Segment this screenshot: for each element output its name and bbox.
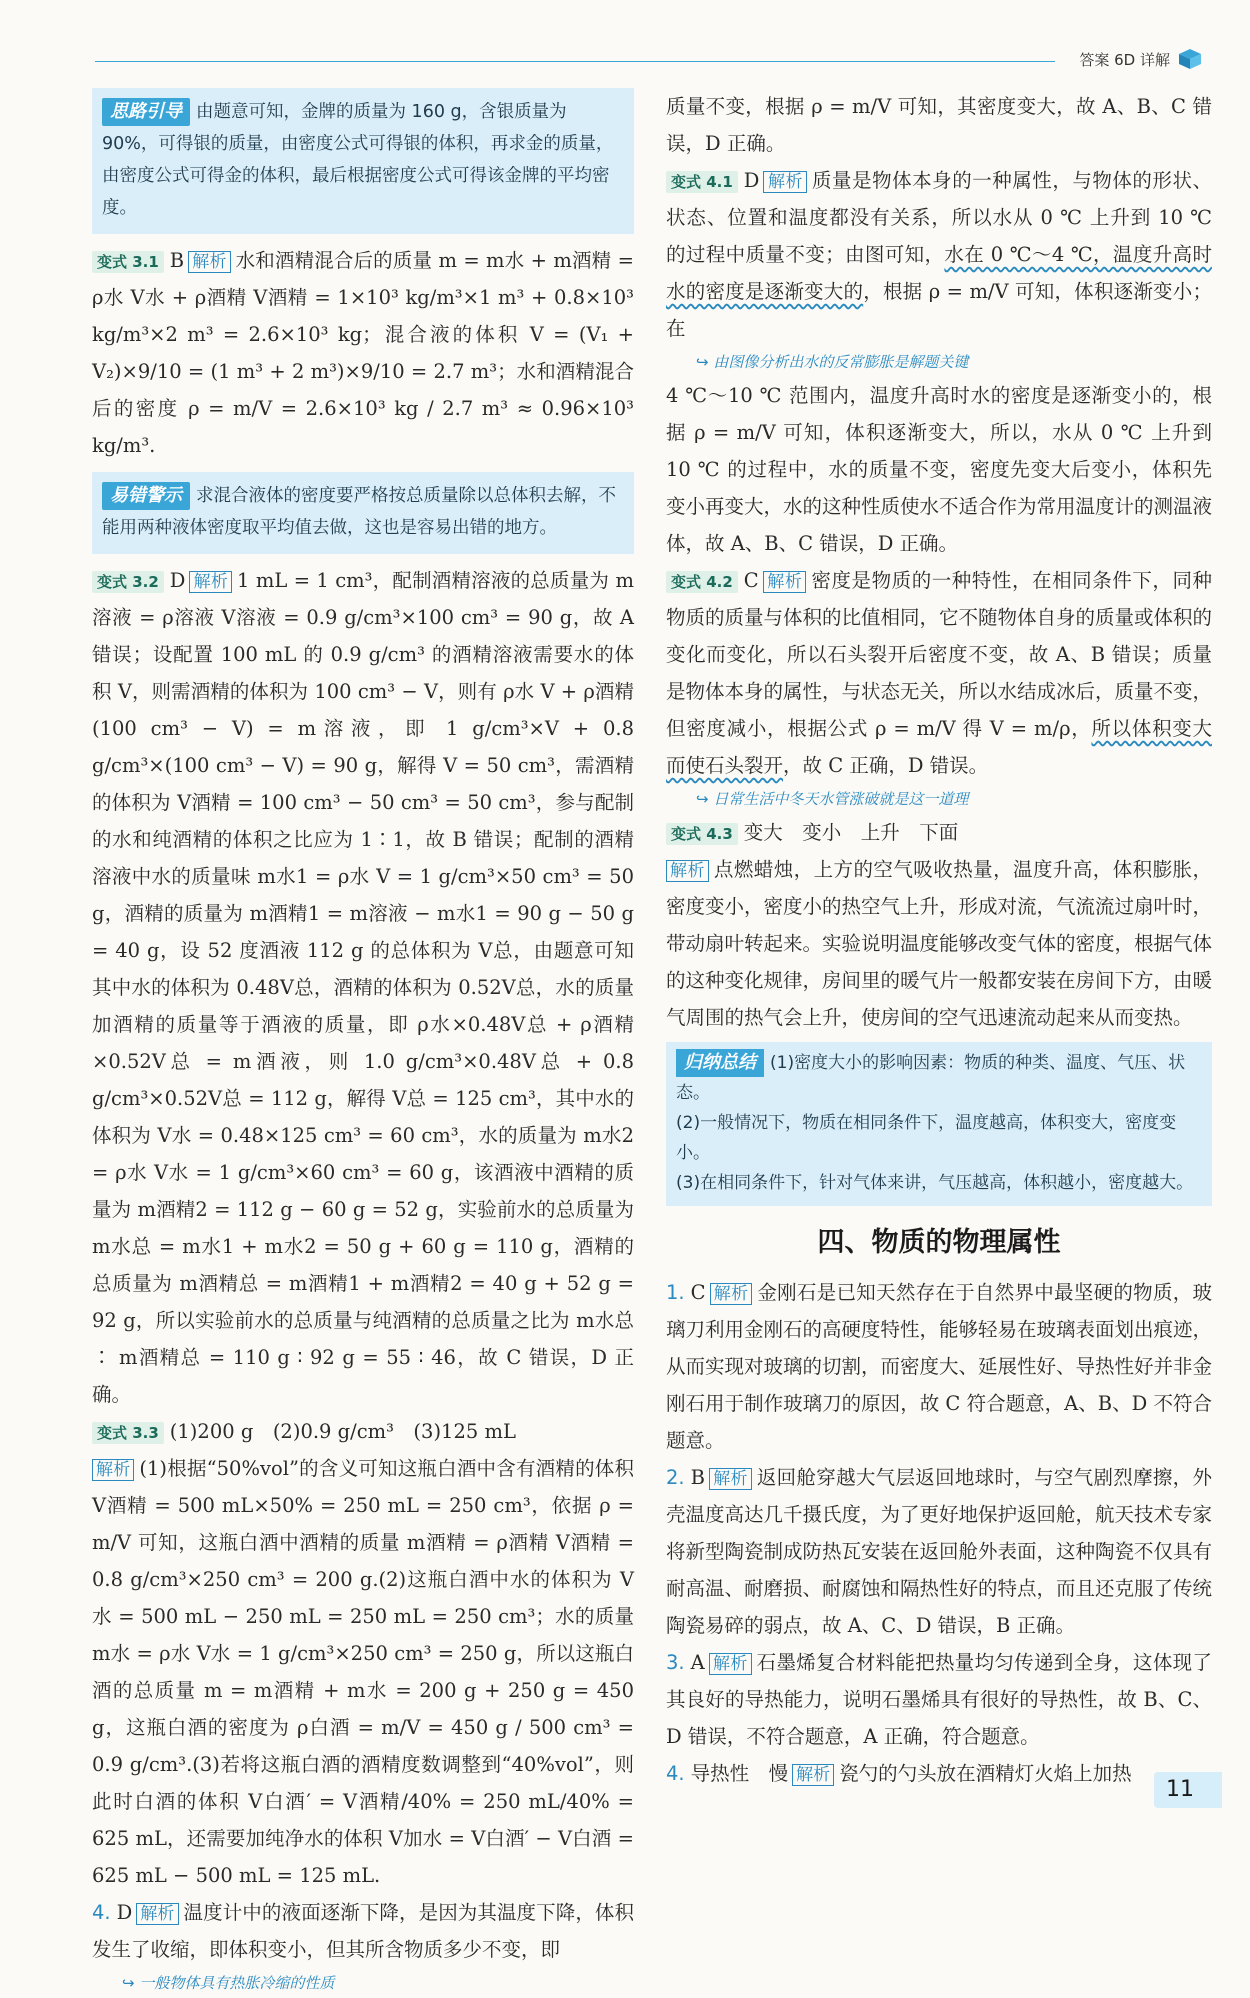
question-4 <box>92 1894 634 1968</box>
highlighted-text: 水在 0 ℃～4 ℃，温度升高时水的密度是逐渐变大的 <box>666 243 1212 303</box>
answer: 变大 变小 上升 下面 <box>743 821 959 844</box>
jiexi-tag: 解析 <box>188 251 230 273</box>
jiexi-tag: 解析 <box>792 1764 834 1786</box>
jiexi-tag: 解析 <box>710 1283 753 1305</box>
margin-note: ↪ 一般物体具有热胀冷缩的性质 <box>122 1974 335 1992</box>
explanation: 点燃蜡烛，上方的空气吸收热量，温度升高，体积膨胀，密度变小，密度小的热空气上升，形成对流，气流流过扇叶时，带动扇叶转起来。实验说明温度能够改变气体的密度，根据气体的这种变化规律，房间里的暖气片一般都安装在房间下方，由暖气周围的热气会上升，使房间的空气迅速流动起来从而变热。 <box>666 858 1213 1029</box>
margin-note: ↪ 日常生活中冬天水管涨破就是这一道理 <box>696 790 969 808</box>
jiexi-tag: 解析 <box>763 171 807 193</box>
answer: A <box>690 1651 705 1674</box>
variant-4-2 <box>666 562 1212 784</box>
question-3 <box>666 1644 1212 1755</box>
variant-label: 变式 4.1 <box>666 171 738 193</box>
jiexi-tag: 解析 <box>666 860 709 882</box>
jiexi-tag: 解析 <box>763 571 807 593</box>
question-4-continued: 质量不变，根据 ρ = m/V 可知，其密度变大，故 A、B、C 错误，D 正确。 <box>666 95 1212 155</box>
variant-3-1 <box>92 242 634 464</box>
explanation: 返回舱穿越大气层返回地球时，与空气剧烈摩擦，外壳温度高达几千摄氏度，为了更好地保护返回舱，航天技术专家将新型陶瓷制成防热瓦安装在返回舱外表面，这种陶瓷不仅具有耐高温、耐磨损、耐腐蚀和隔热性好的特点，而且还克服了传统陶瓷易碎的弱点，故 A、C、D 错误，B 正确。 <box>666 1466 1213 1637</box>
guina-item: (2)一般情况下，物质在相同条件下，温度越高，体积变大，密度变小。 <box>676 1113 1177 1163</box>
guina-item: (3)在相同条件下，针对气体来讲，气压越高，体积越小，密度越大。 <box>676 1173 1194 1193</box>
question-number: 2. <box>666 1466 685 1489</box>
page-header <box>1079 48 1202 70</box>
guina-box <box>666 1042 1212 1206</box>
variant-4-1 <box>666 162 1212 347</box>
jiexi-tag: 解析 <box>189 571 232 593</box>
answer: B <box>690 1466 705 1489</box>
jiexi-tag: 解析 <box>136 1903 178 1925</box>
book-logo-icon <box>1178 48 1202 70</box>
page-number: 11 <box>1154 1772 1222 1808</box>
left-column <box>92 88 634 1998</box>
question-number: 4. <box>92 1901 111 1924</box>
header-title: 答案 6D 详解 <box>1079 50 1170 69</box>
jiexi-tag: 解析 <box>92 1459 134 1481</box>
header-rule <box>95 61 1055 62</box>
silu-box <box>92 88 634 234</box>
note-text: 一般物体具有热胀冷缩的性质 <box>139 1974 335 1992</box>
variant-label: 变式 3.1 <box>92 251 164 273</box>
question-2 <box>666 1459 1212 1644</box>
silu-tag: 思路引导 <box>102 98 190 126</box>
answer: (1)200 g (2)0.9 g/cm³ (3)125 mL <box>169 1420 516 1443</box>
explanation: 1 mL = 1 cm³，配制酒精溶液的总质量为 m溶液 = ρ溶液 V溶液 = 0.9 g/cm³×100 cm³ = 90 g，故 A 错误；设配置 100 mL 的 0.9 g/cm³ 的酒精溶液需要水的体积 V，则需酒精的体积为 100 cm³ − V，则有 ρ水 V + ρ酒精 (100 cm³ − V) = m溶液，即 1 g/cm³×V + 0.8 g/cm³×(100 cm³ − V) = 90 g，解得 V = 50 cm³，需酒精的体积为 V酒精 = 100 cm³ − 50 cm³ = 50 cm³，参与配制的水和纯酒精的体积之比应为 1∶1，故 B 错误；配制的酒精溶液中水的质量味 m水1 = ρ水 V = 1 g/cm³×50 cm³ = 50 g，酒精的质量为 m酒精1 = m溶液 − m水1 = 90 g − 50 g = 40 g，设 52 度酒液 112 g 的总体积为 V总，由题意可知其中水的体积为 0.48V总，酒精的体积为 0.52V总，水的质量加酒精的质量等于酒液的质量，即 ρ水×0.48V总 + ρ酒精×0.52V总 = m酒液，则 1.0 g/cm³×0.48V总 + 0.8 g/cm³×0.52V总 = 112 g，解得 V总 = 125 cm³，其中水的体积为 V水 = 0.48×125 cm³ = 60 cm³，水的质量为 m水2 = ρ水 V水 = 1 g/cm³×60 cm³ = 60 g，该酒液中酒精的质量为 m酒精2 = 112 g − 60 g = 52 g，实验前水的总质量为 m水总 = m水1 + m水2 = 50 g + 60 g = 110 g，酒精的总质量为 m酒精总 = m酒精1 + m酒精2 = 40 g + 52 g = 92 g，所以实验前水的总质量与纯酒精的总质量之比为 m水总 ∶ m酒精总 = 110 g ∶ 92 g = 55 ∶ 46，故 C 错误，D 正确。 <box>92 569 634 1406</box>
jiexi-tag: 解析 <box>709 1468 752 1490</box>
answer: C <box>690 1281 706 1304</box>
answer: D <box>116 1901 133 1924</box>
question-number: 4. <box>666 1762 685 1785</box>
variant-label: 变式 3.2 <box>92 571 164 593</box>
yicuo-box <box>92 472 634 554</box>
section-title: 四、物质的物理属性 <box>817 1227 1061 1258</box>
silu-text: 由题意可知，金牌的质量为 160 g，含银质量为 90%，可得银的质量，由密度公式可得银的体积，再求金的质量，由密度公式可得金的体积，最后根据密度公式可得该金牌的平均密度。 <box>102 102 614 218</box>
variant-4-3 <box>666 814 1212 1036</box>
variant-3-3 <box>92 1413 634 1894</box>
explanation-part1: 质量是物体本身的一种属性，与物体的形状、状态、位置和温度都没有关系，所以水从 0 ℃ 上升到 10 ℃ 的过程中质量不变；由图可知， <box>666 169 1212 266</box>
explanation: 瓷勺的勺头放在酒精灯火焰上加热 <box>839 1762 1132 1785</box>
explanation: 温度计中的液面逐渐下降，是因为其温度下降，体积发生了收缩，即体积变小，但其所含物质多少不变，即 <box>92 1901 634 1961</box>
highlighted-text: 所以体积变大而使石头裂开 <box>666 717 1212 777</box>
guina-tag: 归纳总结 <box>676 1049 764 1077</box>
note-text: 由图像分析出水的反常膨胀是解题关键 <box>713 353 969 371</box>
variant-label: 变式 4.2 <box>666 571 738 593</box>
explanation-part2: ，故 C 正确，D 错误。 <box>783 754 989 777</box>
explanation-part1: 密度是物质的一种特性，在相同条件下，同种物质的质量与体积的比值相同，它不随物体自身的质量或体积的变化而变化，所以石头裂开后密度不变，故 A、B 错误；质量是物体本身的属性，与状态无关，所以水结成冰后，质量不变，但密度减小，根据公式 ρ = m/V 得 V = m/ρ， <box>666 569 1213 740</box>
question-number: 3. <box>666 1651 685 1674</box>
question-1 <box>666 1274 1212 1459</box>
guina-item: (1)密度大小的影响因素：物质的种类、温度、气压、状态。 <box>676 1053 1186 1103</box>
explanation: 水和酒精混合后的质量 m = m水 + m酒精 = ρ水 V水 + ρ酒精 V酒精 = 1×10³ kg/m³×1 m³ + 0.8×10³ kg/m³×2 m³ = 2.6×10³ kg；混合液的体积 V = (V₁ + V₂)×9/10 = (1 m³ + 2 m³)×9/10 = 2.7 m³；水和酒精混合后的密度 ρ = m/V = 2.6×10³ kg / 2.7 m³ ≈ 0.96×10³ kg/m³. <box>92 249 635 457</box>
question-number: 1. <box>666 1281 685 1304</box>
answer: B <box>169 249 185 272</box>
answer: 导热性 慢 <box>690 1762 789 1785</box>
right-column <box>666 88 1212 1792</box>
answer: C <box>743 569 759 592</box>
explanation: 石墨烯复合材料能把热量均匀传递到全身，这体现了其良好的导热能力，说明石墨烯具有很好的导热性，故 B、C、D 错误，不符合题意，A 正确，符合题意。 <box>666 1651 1212 1748</box>
question-4 <box>666 1755 1212 1792</box>
variant-4-1-continued: 4 ℃～10 ℃ 范围内，温度升高时水的密度是逐渐变小的，根据 ρ = m/V 可知，体积逐渐变大，所以，水从 0 ℃ 上升到 10 ℃ 的过程中，水的质量不变，密度先变大后变小，体积先变小再变大，水的这种性质使水不适合作为常用温度计的测温液体，故 A、B、C 错误，D 正确。 <box>666 384 1213 555</box>
explanation-part2: ，根据 ρ = m/V 可知，体积逐渐变小；在 <box>666 280 1212 340</box>
note-text: 日常生活中冬天水管涨破就是这一道理 <box>713 790 969 808</box>
margin-note: ↪ 由图像分析出水的反常膨胀是解题关键 <box>696 353 969 371</box>
explanation: 金刚石是已知天然存在于自然界中最坚硬的物质，玻璃刀利用金刚石的高硬度特性，能够轻易在玻璃表面划出痕迹，从而实现对玻璃的切割，而密度大、延展性好、导热性好并非金刚石用于制作玻璃刀的原因，故 C 符合题意，A、B、D 不符合题意。 <box>666 1281 1213 1452</box>
jiexi-tag: 解析 <box>709 1653 752 1675</box>
variant-3-2 <box>92 562 634 1413</box>
yicuo-tag: 易错警示 <box>102 482 190 510</box>
variant-label: 变式 4.3 <box>666 823 738 845</box>
answer: D <box>169 569 186 592</box>
explanation: (1)根据“50%vol”的含义可知这瓶白酒中含有酒精的体积 V酒精 = 500 mL×50% = 250 mL = 250 cm³，依据 ρ = m/V 可知，这瓶白酒中酒精的质量 m酒精 = ρ酒精 V酒精 = 0.8 g/cm³×250 cm³ = 200 g.(2)这瓶白酒中水的体积为 V水 = 500 mL − 250 mL = 250 mL = 250 cm³；水的质量 m水 = ρ水 V水 = 1 g/cm³×250 cm³ = 250 g，所以这瓶白酒的总质量 m = m酒精 + m水 = 200 g + 250 g = 450 g，这瓶白酒的密度为 ρ白酒 = m/V = 450 g / 500 cm³ = 0.9 g/cm³.(3)若将这瓶白酒的酒精度数调整到“40%vol”，则此时白酒的体积 V白酒′ = V酒精/40% = 250 mL/40% = 625 mL，还需要加纯净水的体积 V加水 = V白酒′ − V白酒 = 625 mL − 500 mL = 125 mL. <box>92 1457 634 1887</box>
yicuo-text: 求混合液体的密度要严格按总质量除以总体积去解，不能用两种液体密度取平均值去做，这也是容易出错的地方。 <box>102 486 616 538</box>
answer: D <box>743 169 760 192</box>
variant-label: 变式 3.3 <box>92 1422 164 1444</box>
